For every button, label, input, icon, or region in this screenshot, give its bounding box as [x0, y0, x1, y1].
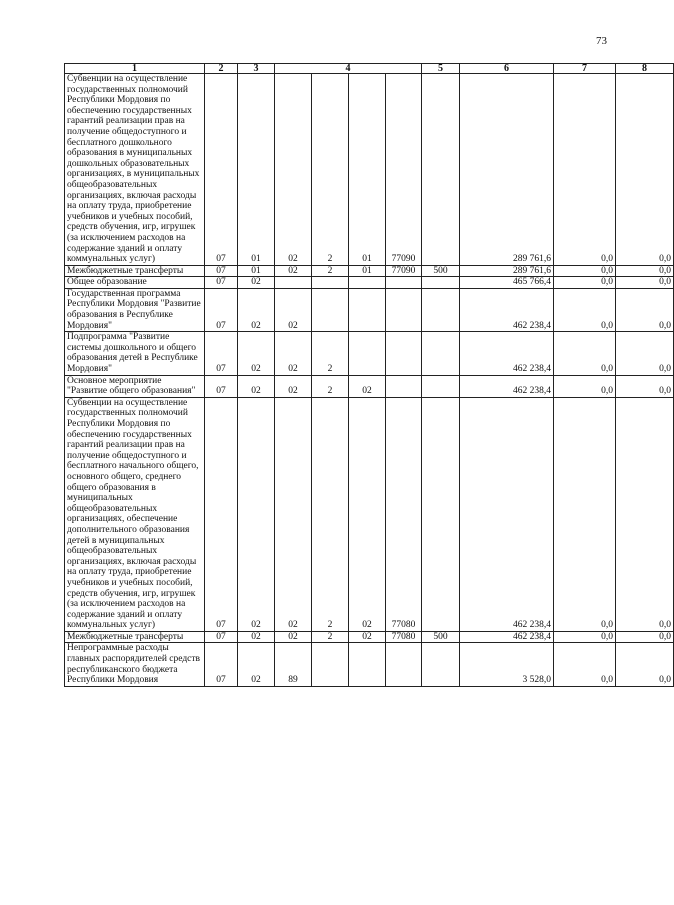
cell-subsection: 02 — [238, 332, 275, 375]
row-name: Межбюджетные трансферты — [65, 631, 205, 643]
header-cell: 5 — [422, 64, 460, 74]
cell-expense-type — [422, 643, 460, 686]
cell-program: 02 — [275, 631, 312, 643]
cell-subprogram: 2 — [312, 631, 349, 643]
cell-subprogram: 2 — [312, 265, 349, 277]
cell-amount-3: 0,0 — [616, 643, 674, 686]
cell-amount: 462 238,4 — [460, 288, 554, 331]
table-row — [65, 643, 674, 686]
cell-activity — [349, 277, 386, 289]
header-cell: 6 — [460, 64, 554, 74]
cell-section: 07 — [205, 277, 238, 289]
cell-expense-type — [422, 375, 460, 397]
cell-amount-3: 0,0 — [616, 74, 674, 266]
cell-direction: 77080 — [386, 631, 422, 643]
cell-amount: 3 528,0 — [460, 643, 554, 686]
cell-amount: 289 761,6 — [460, 74, 554, 266]
header-cell: 7 — [554, 64, 616, 74]
cell-subprogram: 2 — [312, 74, 349, 266]
cell-amount: 289 761,6 — [460, 265, 554, 277]
row-name: Государственная программа Республики Мордовия "Развитие образования в Республике Мордовия" — [65, 288, 205, 331]
cell-subprogram — [312, 643, 349, 686]
cell-expense-type — [422, 397, 460, 631]
cell-subsection: 02 — [238, 631, 275, 643]
cell-subsection: 02 — [238, 375, 275, 397]
cell-section: 07 — [205, 265, 238, 277]
cell-expense-type: 500 — [422, 265, 460, 277]
table-row — [65, 332, 674, 375]
row-name: Общее образование — [65, 277, 205, 289]
cell-subprogram: 2 — [312, 332, 349, 375]
cell-amount-3: 0,0 — [616, 397, 674, 631]
header-cell: 2 — [205, 64, 238, 74]
cell-amount: 462 238,4 — [460, 397, 554, 631]
cell-program: 02 — [275, 375, 312, 397]
cell-subsection: 02 — [238, 288, 275, 331]
cell-program: 02 — [275, 74, 312, 266]
row-name: Непрограммные расходы главных распорядителей средств республиканского бюджета Республики Мордовия — [65, 643, 205, 686]
cell-amount-2: 0,0 — [554, 265, 616, 277]
cell-section: 07 — [205, 631, 238, 643]
cell-amount-2: 0,0 — [554, 288, 616, 331]
cell-amount: 462 238,4 — [460, 332, 554, 375]
header-cell: 1 — [65, 64, 205, 74]
cell-amount-2: 0,0 — [554, 397, 616, 631]
cell-subsection: 01 — [238, 74, 275, 266]
cell-activity: 02 — [349, 397, 386, 631]
cell-direction — [386, 375, 422, 397]
row-name: Субвенции на осуществление государственных полномочий Республики Мордовия по обеспечению государственных гарантий реализации прав на получение общедоступного и бесплатного дошкольного образования в муниципальных дошкольных образовательных организациях, в муниципальных общеобразовательных организациях, включая расходы на оплату труда, приобретение учебников и учебных пособий, средств обучения, игр, игрушек (за исключением расходов на содержание зданий и оплату коммунальных услуг) — [65, 74, 205, 266]
page-number: 73 — [596, 35, 607, 47]
cell-program: 02 — [275, 397, 312, 631]
cell-amount-2: 0,0 — [554, 631, 616, 643]
cell-expense-type — [422, 277, 460, 289]
cell-activity: 01 — [349, 74, 386, 266]
cell-activity: 02 — [349, 375, 386, 397]
row-name: Межбюджетные трансферты — [65, 265, 205, 277]
cell-amount: 462 238,4 — [460, 631, 554, 643]
cell-program: 89 — [275, 643, 312, 686]
table-row — [65, 288, 674, 331]
cell-direction — [386, 288, 422, 331]
cell-program: 02 — [275, 332, 312, 375]
cell-activity: 02 — [349, 631, 386, 643]
table-row — [65, 74, 674, 266]
cell-expense-type — [422, 332, 460, 375]
budget-table — [64, 63, 674, 687]
cell-direction: 77080 — [386, 397, 422, 631]
row-name: Основное мероприятие "Развитие общего образования" — [65, 375, 205, 397]
cell-amount-2: 0,0 — [554, 375, 616, 397]
table-row — [65, 397, 674, 631]
table-row — [65, 265, 674, 277]
row-name: Субвенции на осуществление государственных полномочий Республики Мордовия по обеспечению государственных гарантий реализации прав на получение общедоступного и бесплатного начального общего, основного общего, среднего общего образования в муниципальных общеобразовательных организациях, обеспечение дополнительного образования детей в муниципальных общеобразовательных организациях, включая расходы на оплату труда, приобретение учебников и учебных пособий, средств обучения, игр, игрушек (за исключением расходов на содержание зданий и оплату коммунальных услуг) — [65, 397, 205, 631]
cell-direction — [386, 277, 422, 289]
cell-subprogram: 2 — [312, 397, 349, 631]
cell-subsection: 02 — [238, 277, 275, 289]
cell-amount: 465 766,4 — [460, 277, 554, 289]
cell-amount-2: 0,0 — [554, 74, 616, 266]
cell-amount: 462 238,4 — [460, 375, 554, 397]
cell-amount-3: 0,0 — [616, 332, 674, 375]
cell-expense-type: 500 — [422, 631, 460, 643]
cell-section: 07 — [205, 288, 238, 331]
cell-expense-type — [422, 74, 460, 266]
cell-activity — [349, 332, 386, 375]
cell-amount-3: 0,0 — [616, 631, 674, 643]
cell-subprogram — [312, 288, 349, 331]
cell-activity — [349, 288, 386, 331]
table-row — [65, 375, 674, 397]
cell-section: 07 — [205, 74, 238, 266]
cell-activity — [349, 643, 386, 686]
cell-subsection: 01 — [238, 265, 275, 277]
cell-amount-2: 0,0 — [554, 277, 616, 289]
cell-activity: 01 — [349, 265, 386, 277]
header-cell: 3 — [238, 64, 275, 74]
cell-direction: 77090 — [386, 265, 422, 277]
cell-amount-3: 0,0 — [616, 375, 674, 397]
cell-section: 07 — [205, 643, 238, 686]
cell-subsection: 02 — [238, 643, 275, 686]
cell-section: 07 — [205, 397, 238, 631]
cell-expense-type — [422, 288, 460, 331]
cell-direction: 77090 — [386, 74, 422, 266]
cell-direction — [386, 332, 422, 375]
cell-amount-3: 0,0 — [616, 288, 674, 331]
cell-section: 07 — [205, 332, 238, 375]
cell-amount-3: 0,0 — [616, 265, 674, 277]
cell-program: 02 — [275, 288, 312, 331]
cell-program — [275, 277, 312, 289]
cell-subprogram: 2 — [312, 375, 349, 397]
table-header-row — [65, 64, 674, 74]
cell-subsection: 02 — [238, 397, 275, 631]
row-name: Подпрограмма "Развитие системы дошкольного и общего образования детей в Республике Мордовия" — [65, 332, 205, 375]
cell-amount-2: 0,0 — [554, 332, 616, 375]
table-row — [65, 631, 674, 643]
cell-program: 02 — [275, 265, 312, 277]
header-cell: 8 — [616, 64, 674, 74]
header-cell: 4 — [275, 64, 422, 74]
cell-amount-2: 0,0 — [554, 643, 616, 686]
table-body — [65, 74, 674, 687]
cell-direction — [386, 643, 422, 686]
cell-subprogram — [312, 277, 349, 289]
table-row — [65, 277, 674, 289]
cell-amount-3: 0,0 — [616, 277, 674, 289]
cell-section: 07 — [205, 375, 238, 397]
